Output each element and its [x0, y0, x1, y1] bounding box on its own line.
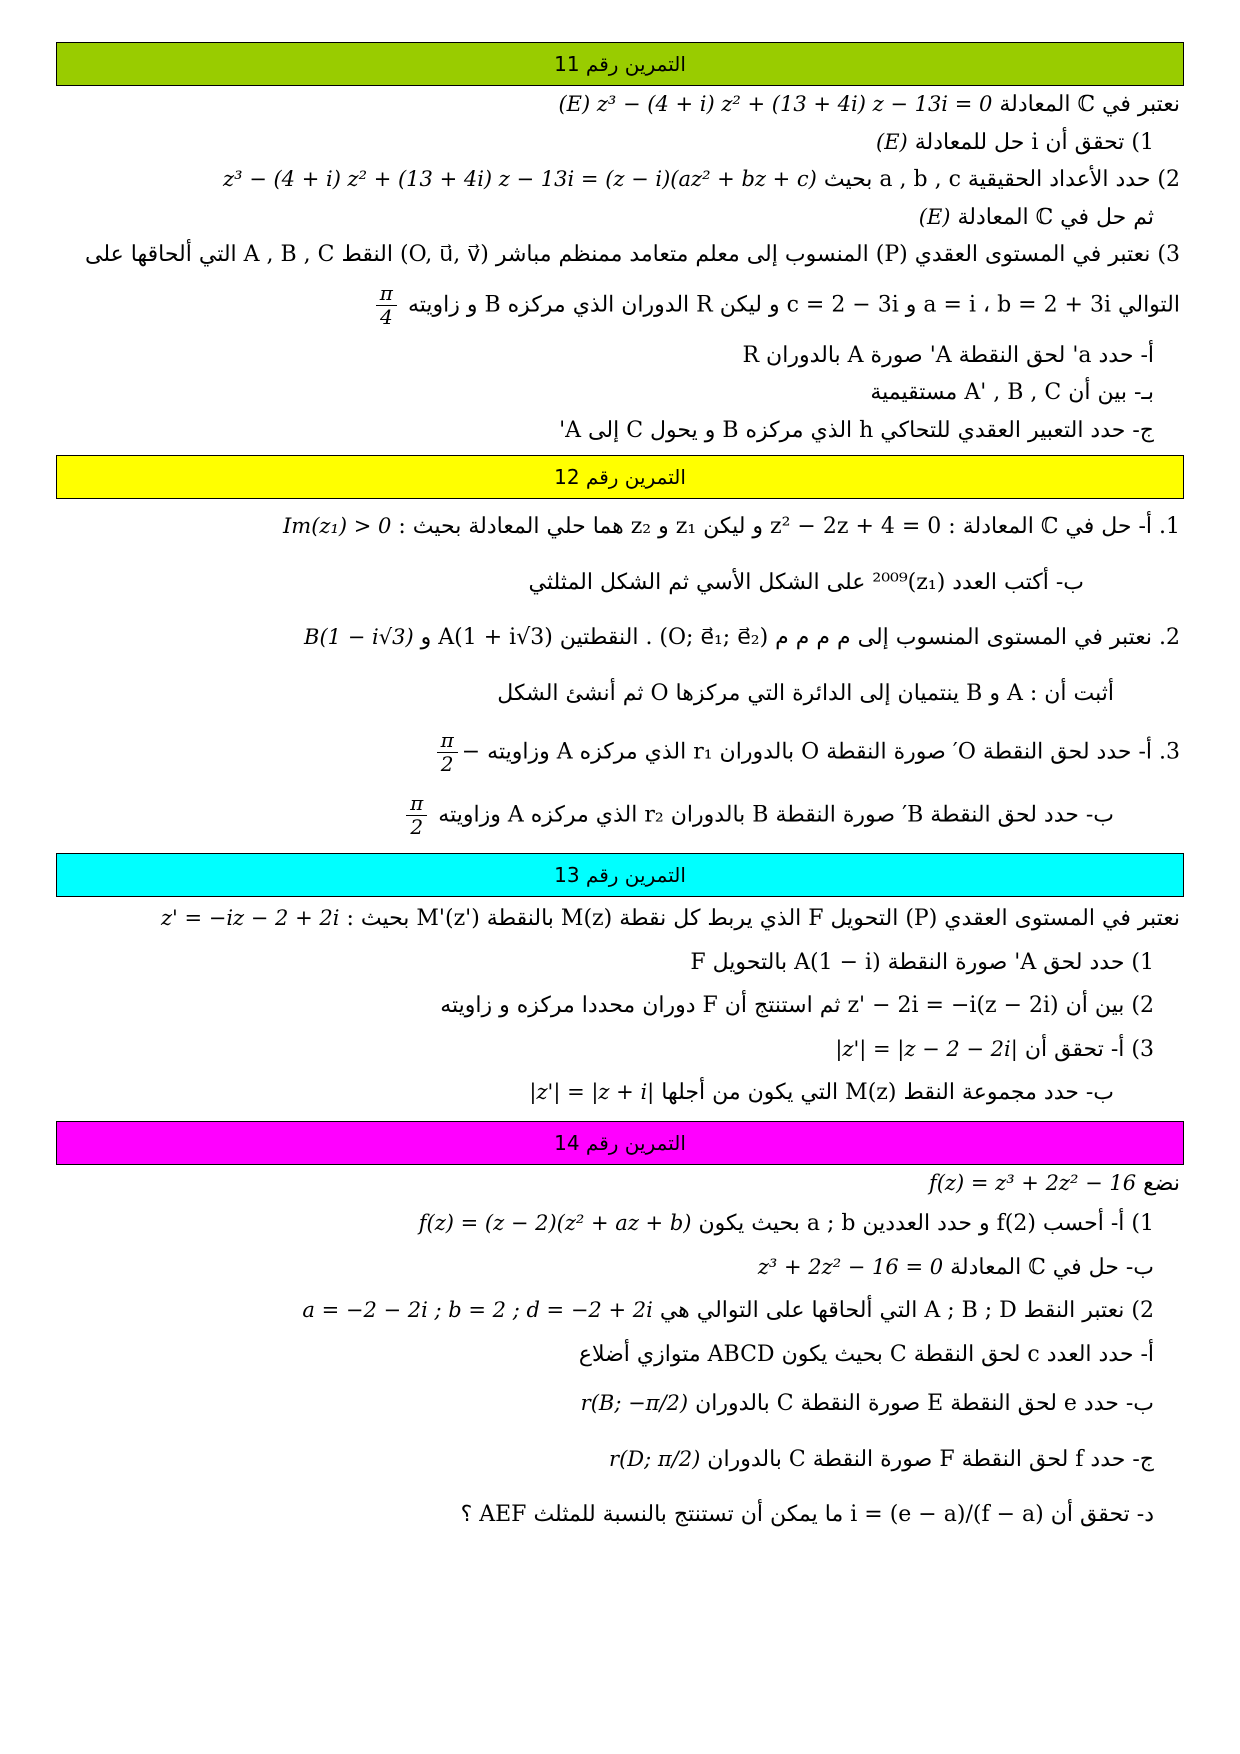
exercise-13 — [56, 853, 1184, 1115]
ex13-line-2: 1) حدد لحق A' صورة النقطة A(1 − i) بالتحويل F — [690, 949, 1154, 975]
ex13-line-3: 2) بين أن z' − 2i = −i(z − 2i) ثم استنتج أن F دوران محددا مركزه و زاويته — [440, 993, 1154, 1018]
exercise-12-title: التمرين رقم 12 — [56, 455, 1184, 499]
ex14-line-2: 1) أ- أحسب f(2) و حدد العددين a ; b بحيث يكون f(z) = (z − 2)(z² + az + b) — [418, 1211, 1154, 1236]
exercise-13-title: التمرين رقم 13 — [56, 853, 1184, 897]
ex13-line-1: نعتبر في المستوى العقدي (P) التحويل F الذي يربط كل نقطة M(z) بالنقطة M'(z') بحيث : z' = −iz − 2 + 2i — [160, 906, 1180, 931]
ex12-line-1: 1. أ- حل في ℂ المعادلة : z² − 2z + 4 = 0 و ليكن z₁ و z₂ هما حلي المعادلة بحيث : Im(z₁) > 0 — [282, 514, 1180, 539]
ex14-line-6: ب- حدد e لحق النقطة E صورة النقطة C بالدوران r(B; −π/2) — [580, 1391, 1154, 1416]
ex11-line-9: ج- حدد التعبير العقدي للتحاكي h الذي مركزه B و يحول C إلى A' — [559, 417, 1154, 443]
ex12-line-5: 3. أ- حدد لحق النقطة O′ صورة النقطة O بالدوران r₁ الذي مركزه A وزاويته − $\frac{\pi}{2}$ — [56, 721, 1184, 784]
ex11-line-8: بـ- بين أن A' , B , C مستقيمية — [870, 380, 1154, 405]
ex13-line-4: 3) أ- تحقق أن |z'| = |z − 2 − 2i| — [835, 1036, 1154, 1062]
ex14-line-7: ج- حدد f لحق النقطة F صورة النقطة C بالدوران r(D; π/2) — [609, 1446, 1154, 1472]
ex13-line-5: ب- حدد مجموعة النقط M(z) التي يكون من أجلها |z'| = |z + i| — [529, 1080, 1114, 1105]
ex12-line-4: أثبت أن : A و B ينتميان إلى الدائرة التي مركزها O ثم أنشئ الشكل — [497, 680, 1114, 706]
ex11-line-1: نعتبر في ℂ المعادلة (E) z³ − (4 + i) z² + (13 + 4i) z − 13i = 0 — [558, 92, 1180, 117]
fraction: $\frac{\pi}{4}$ — [376, 282, 397, 329]
worksheet — [56, 42, 1184, 1549]
ex11-line-7: أ- حدد a' لحق النقطة A' صورة A بالدوران R — [742, 342, 1154, 368]
exercise-11 — [56, 42, 1184, 449]
ex11-line-6: التوالي a = i ، b = 2 + 3i و c = 2 − 3i و ليكن R الدوران الذي مركزه B و زاويته $\frac{\pi}{4}$ — [56, 274, 1184, 337]
ex11-line-5: 3) نعتبر في المستوى العقدي (P) المنسوب إلى معلم متعامد ممنظم مباشر (O, u⃗, v⃗) النقط A , B , C التي ألحاقها على — [85, 242, 1180, 267]
fraction: $\frac{\pi}{2}$ — [437, 729, 458, 776]
ex11-line-2: 1) تحقق أن i حل للمعادلة (E) — [876, 129, 1154, 155]
ex14-line-8: د- تحقق أن (f − a)/(e − a) = i ما يمكن أن تستنتج بالنسبة للمثلث AEF ؟ — [460, 1502, 1154, 1527]
ex11-line-3: 2) حدد الأعداد الحقيقية a , b , c بحيث z³ − (4 + i) z² + (13 + 4i) z − 13i = (z − i)(az² + bz + c) — [223, 167, 1180, 192]
fraction: $\frac{\pi}{2}$ — [406, 792, 427, 839]
ex12-line-2: ب- أكتب العدد (z₁)²⁰⁰⁹ على الشكل الأسي ثم الشكل المثلثي — [528, 569, 1084, 595]
ex14-line-5: أ- حدد العدد c لحق النقطة C بحيث يكون ABCD متوازي أضلاع — [578, 1341, 1154, 1367]
ex12-line-3: 2. نعتبر في المستوى المنسوب إلى م م م م (O; e⃗₁; e⃗₂) . النقطتين A(1 + i√3) و B(1 − i√3) — [304, 625, 1180, 650]
exercise-12 — [56, 455, 1184, 847]
ex14-line-3: ب- حل في ℂ المعادلة z³ + 2z² − 16 = 0 — [757, 1254, 1154, 1280]
ex12-line-6: ب- حدد لحق النقطة B′ صورة النقطة B بالدوران r₂ الذي مركزه A وزاويته $\frac{\pi}{2}$ — [56, 784, 1184, 847]
ex11-line-4: ثم حل في ℂ المعادلة (E) — [918, 204, 1154, 230]
ex14-line-1: نضع f(z) = z³ + 2z² − 16 — [928, 1170, 1180, 1196]
ex14-line-4: 2) نعتبر النقط A ; B ; D التي ألحاقها على التوالي هي a = −2 − 2i ; b = 2 ; d = −2 + 2i — [302, 1298, 1154, 1323]
exercise-14 — [56, 1121, 1184, 1543]
exercise-11-title: التمرين رقم 11 — [56, 42, 1184, 86]
exercise-14-title: التمرين رقم 14 — [56, 1121, 1184, 1165]
